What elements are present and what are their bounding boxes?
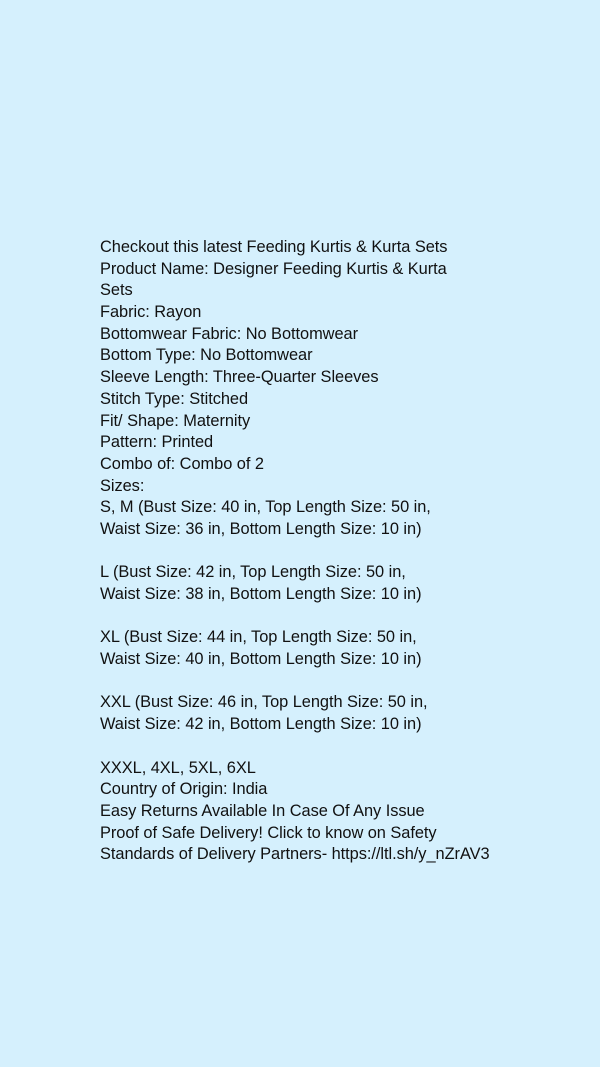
fabric: Fabric: Rayon — [100, 303, 202, 322]
size-xl-line1: XL (Bust Size: 44 in, Top Length Size: 50 in, — [100, 628, 417, 647]
spacer — [100, 606, 570, 628]
spacer — [100, 736, 570, 758]
stitch-type: Stitch Type: Stitched — [100, 389, 249, 408]
pattern: Pattern: Printed — [100, 433, 214, 452]
bottom-type: Bottom Type: No Bottomwear — [100, 346, 313, 365]
spacer — [100, 671, 570, 693]
extra-sizes: XXXL, 4XL, 5XL, 6XL — [100, 758, 256, 777]
combo: Combo of: Combo of 2 — [100, 454, 264, 473]
returns-note: Easy Returns Available In Case Of Any Issue — [100, 801, 425, 820]
size-l-line2: Waist Size: 38 in, Bottom Length Size: 10 in) — [100, 585, 422, 604]
fit-shape: Fit/ Shape: Maternity — [100, 411, 251, 430]
product-name: Product Name: Designer Feeding Kurtis & Kurta Sets — [100, 259, 447, 300]
size-l-line1: L (Bust Size: 42 in, Top Length Size: 50 in, — [100, 563, 406, 582]
bottomwear-fabric: Bottomwear Fabric: No Bottomwear — [100, 324, 359, 343]
delivery-note-line2: Standards of Delivery Partners- https://ltl.sh/y_nZrAV3 — [100, 845, 490, 864]
size-xxl-line1: XXL (Bust Size: 46 in, Top Length Size: 50 in, — [100, 693, 428, 712]
sizes-heading: Sizes: — [100, 476, 145, 495]
intro-text: Checkout this latest Feeding Kurtis & Kurta Sets — [100, 238, 448, 256]
size-sm-line2: Waist Size: 36 in, Bottom Length Size: 10 in) — [100, 519, 422, 538]
size-xxl-line2: Waist Size: 42 in, Bottom Length Size: 10 in) — [100, 715, 422, 734]
product-description — [100, 237, 570, 866]
size-sm-line1: S, M (Bust Size: 40 in, Top Length Size: 50 in, — [100, 498, 431, 517]
spacer — [100, 541, 570, 563]
sleeve-length: Sleeve Length: Three-Quarter Sleeves — [100, 368, 379, 387]
delivery-note-line1: Proof of Safe Delivery! Click to know on Safety — [100, 823, 437, 842]
size-xl-line2: Waist Size: 40 in, Bottom Length Size: 10 in) — [100, 650, 422, 669]
country-of-origin: Country of Origin: India — [100, 780, 268, 799]
